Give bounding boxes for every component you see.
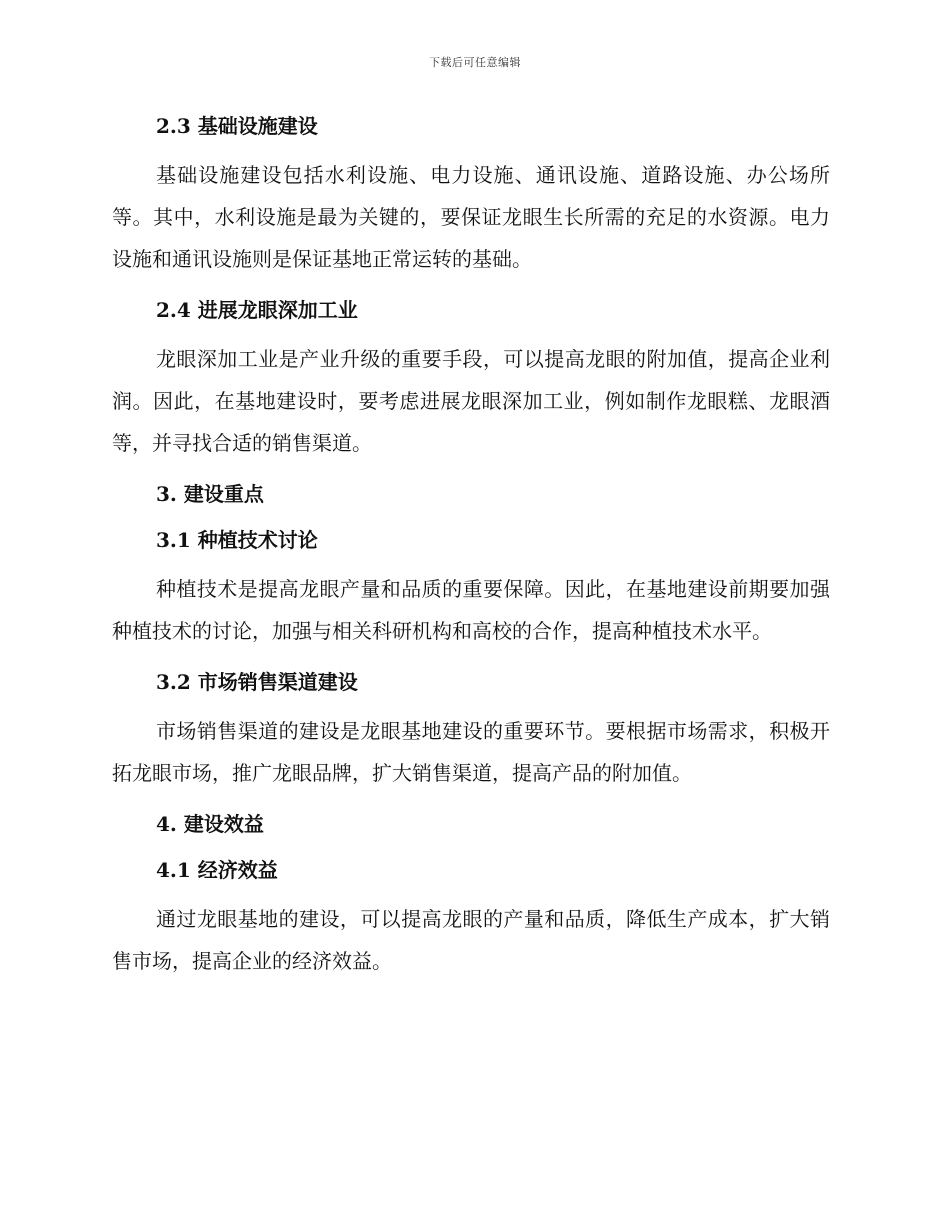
section-heading-2-4: 2.4 进展龙眼深加工业: [156, 298, 358, 322]
section-heading-3-1: 3.1 种植技术讨论: [156, 528, 318, 552]
section-paragraph-2-3: 基础设施建设包括水利设施、电力设施、通讯设施、道路设施、办公场所等。其中，水利设施是最为关键的，要保证龙眼生长所需的充足的水资源。电力设施和通讯设施则是保证基地正常运转的基础。: [112, 163, 830, 271]
section-heading-3-2: 3.2 市场销售渠道建设: [156, 670, 358, 694]
document-body: [112, 108, 830, 994]
section-paragraph-3-1: 种植技术是提高龙眼产量和品质的重要保障。因此，在基地建设前期要加强种植技术的讨论，加强与相关科研机构和高校的合作，提高种植技术水平。: [112, 577, 830, 643]
section-heading-2-3: 2.3 基础设施建设: [156, 114, 318, 138]
section-heading-4-1: 4.1 经济效益: [156, 858, 278, 882]
section-heading-3: 3. 建设重点: [156, 482, 264, 506]
section-paragraph-3-2: 市场销售渠道的建设是龙眼基地建设的重要环节。要根据市场需求，积极开拓龙眼市场，推广龙眼品牌，扩大销售渠道，提高产品的附加值。: [112, 719, 830, 785]
section-paragraph-2-4: 龙眼深加工业是产业升级的重要手段，可以提高龙眼的附加值，提高企业利润。因此，在基地建设时，要考虑进展龙眼深加工业，例如制作龙眼糕、龙眼酒等，并寻找合适的销售渠道。: [112, 347, 830, 455]
section-paragraph-4-1: 通过龙眼基地的建设，可以提高龙眼的产量和品质，降低生产成本，扩大销售市场，提高企业的经济效益。: [112, 907, 830, 973]
page-header-note: 下载后可任意编辑: [429, 56, 521, 69]
section-heading-4: 4. 建设效益: [156, 812, 264, 836]
